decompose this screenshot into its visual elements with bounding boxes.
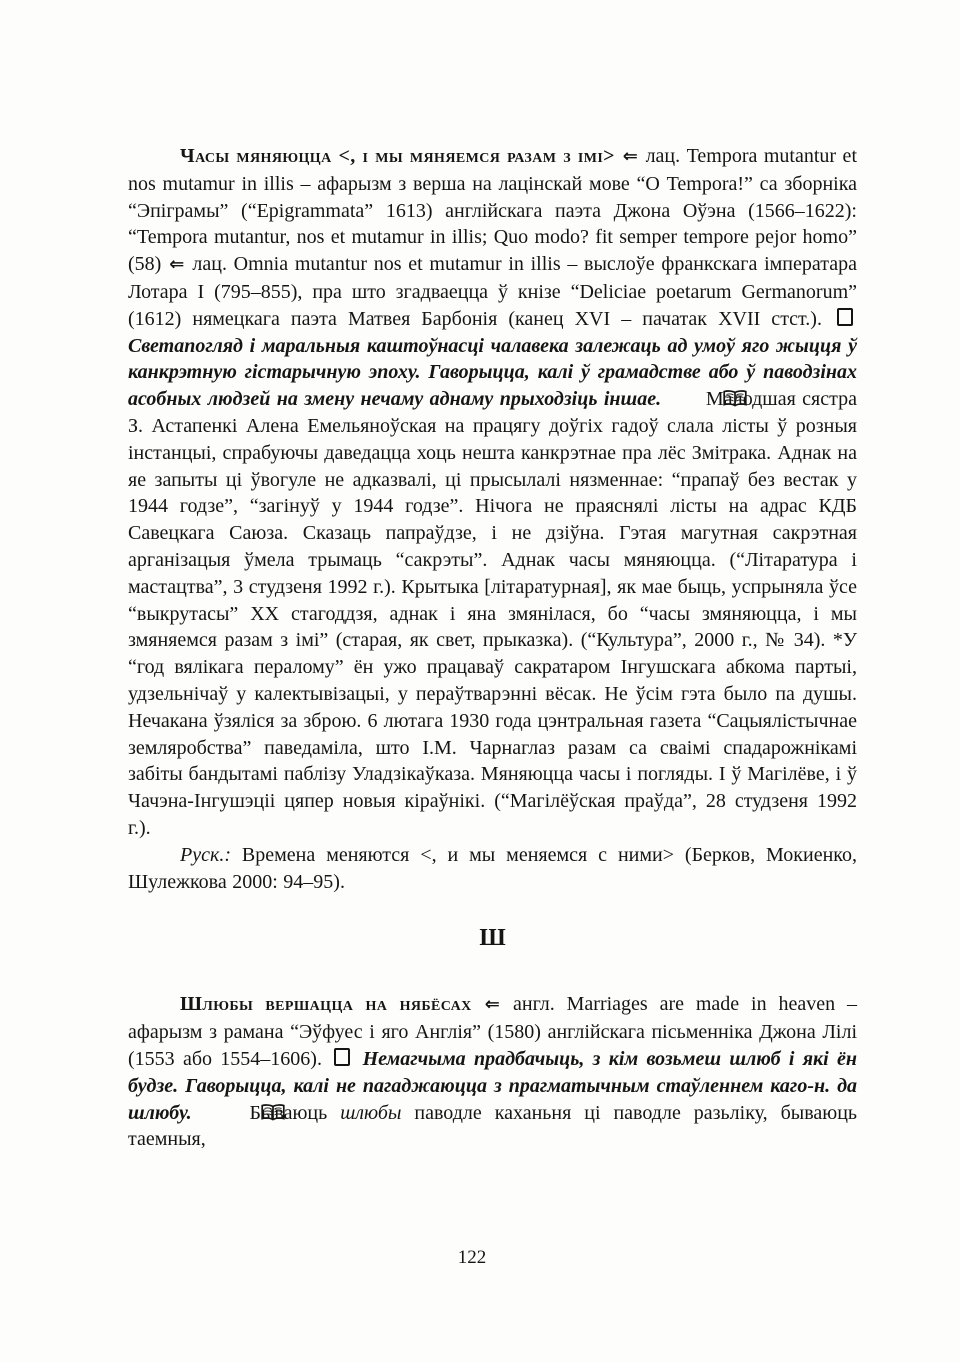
dictionary-entry-chasy-mianiajucca <box>128 143 857 842</box>
text-block <box>128 143 857 1153</box>
language-label: лац. <box>192 253 234 276</box>
russian-equivalent-note <box>128 842 857 896</box>
entry-text: Omnia mutantur nos et mutamur in illis – выслоўе франкскага імператара Лотара I (795–855), пра што згадваецца ў кнізе “Deliciae poetarum Germanorum” (1612) нямецкага паэта Матвея Барбонія (канец XVI – пачатак XVII стст.). <box>128 253 857 330</box>
open-book-icon <box>209 1102 233 1119</box>
citation-text: паводле каханьня ці паводле разьліку, бываюць таемныя, <box>128 1101 858 1151</box>
definition-text: Светапогляд і маральныя каштоўнасці чалавека залежаць ад умоў яго жыцця ў канкрэтную гістарычную эпоху. Гаворыцца, калі ў грамадстве або ў паводзінах асобных людзей на змену нечаму аднаму прыходзіць іншае. <box>128 334 857 411</box>
left-double-arrow-icon: ⇐ <box>161 254 193 276</box>
entry-text: Tempora mutantur et nos mutamur in illis – афарызм з верша на лацінскай мове “О Tempora!” са зборніка “Эпіграмы” (“Epigrammata” 1613) англійскага паэта Джона Оўэна (1566–1622): “Tempora mutantur, nos et mutamur in illis; Quo modo? fit semper tempore pejor homo” (58) <box>128 145 857 276</box>
equivalent-text: Времена меняются <, и мы меняемся с ними> (Берков, Мокиенко, Шулежкова 2000: 94–95). <box>128 843 857 893</box>
definition-text: Немагчыма прадбачыць, з кім возьмеш шлюб і які ён будзе. Гаворыцца, калі не пагаджаюцца з прагматычным стаўленнем каго-н. да шлюбу. <box>128 1047 857 1124</box>
entry-text: Marriages are made in heaven – афарызм з рамана “Эўфуес і яго Англія” (1580) англійскага пісьменніка Джона Лілі (1553 або 1554–1606). <box>128 993 857 1070</box>
citation-text: Бываюць <box>249 1101 341 1124</box>
headword: Часы мяняюцца <, і мы мяняемся разам з імі> <box>180 145 615 167</box>
language-label: англ. <box>513 993 567 1016</box>
open-book-icon <box>671 388 695 405</box>
left-double-arrow-icon: ⇐ <box>471 994 513 1016</box>
square-outline-icon <box>837 308 853 326</box>
headword-reference: шлюбы <box>340 1101 402 1124</box>
square-outline-icon <box>334 1048 350 1066</box>
headword: Шлюбы вершацца на нябёсах <box>180 993 472 1016</box>
citation-text: Малодшая сястра З. Астапенкі Алена Емельяноўская на працягу доўгіх гадоў слала лісты ў розныя інстанцыі, спрабуючы даведацца хоць нешта канкрэтнае пра лёс Змітрака. Аднак на яе запыты ці ўвогуле не адказвалі, ці прысылалі нязменнае: “прапаў без вестак у 1944 годзе”, “загінуў у 1944 годзе”. Нічога не праяснялі лісты на адрас КДБ Савецкага Саюза. Сказаць папраўдзе, і не дзіўна. Гэтая магутная сакрэтная арганізацыя ўмела трымаць “сакрэты”. Аднак часы мяняюцца. (“Літаратура і мастацтва”, 3 студзеня 1992 г.). Крытыка [літаратурная], як мае быць, успрыняла ўсе “выкрутасы” XX стагоддзя, аднак і яна змянілася, бо “часы змяняюцца, і мы змяняемся разам з імі” (старая, як свет, прыказка). (“Культура”, 2000 г., № 34). *У “год вялікага пералому” ён ужо працаваў сакратаром Інгушскага абкома партыі, удзельнічаў у калектывізацыі, у пераўтварэнні вёсак. Не ўсім гэта было па душы. Нечакана ўзяліся за зброю. 6 лютага 1930 года цэнтральная газета “Сацыялістычнае земляробства” паведаміла, што І.М. Чарнаглаз разам са сваімі спадарожнікамі забіты бандытамі паблізу Уладзікаўказа. Мяняюцца часы і погляды. І ў Магілёве, і ў Чачэна-Інгушэціі цяпер новыя кіраўнікі. (“Магілёўская праўда”, 28 студзеня 1992 г.). <box>128 388 857 839</box>
left-double-arrow-icon: ⇐ <box>614 146 646 167</box>
language-label: Руск.: <box>180 843 231 866</box>
dictionary-entry-shluby-viershacca <box>128 991 857 1153</box>
page-number: 122 <box>457 1247 487 1268</box>
section-letter-heading: Ш <box>479 925 506 952</box>
language-label: лац. <box>645 145 687 167</box>
